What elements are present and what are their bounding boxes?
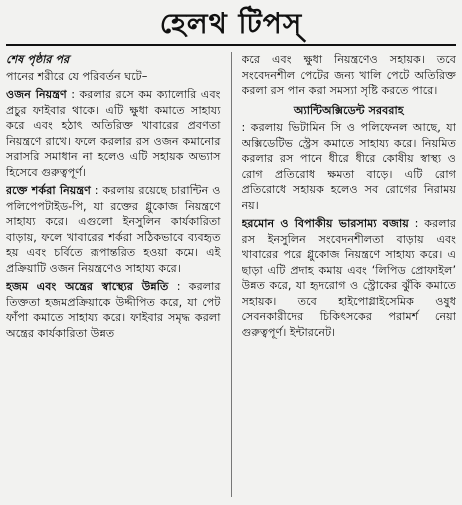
section-text: : করলার রসে কম ক্যালোরি এবং প্রচুর ফাইবার থাকে। এটি ক্ষুধা কমাতে সাহায্য করে এবং হঠাৎ অতিরিক্ত খাবারের প্রবণতা নিয়ন্ত্রণে রাখে। ফলে করলার রস ওজন কমানোর সরাসরি সমাধান না হলেও এটি সহায়ক অভ্যাস হিসেবে গুরুত্বপূর্ণ। (6, 88, 221, 179)
section-hormone-balance (242, 216, 457, 340)
section-heading: হজম এবং অন্ত্রের স্বাস্থ্যের উন্নতি (6, 280, 169, 293)
section-heading: ওজন নিয়ন্ত্রণ (6, 88, 67, 101)
section-heading: অ্যান্টিঅক্সিডেন্ট সরবরাহ (293, 103, 404, 117)
section-digestion (6, 279, 221, 341)
section-digestion-continued: করে এবং ক্ষুধা নিয়ন্ত্রণেও সহায়ক। তবে সংবেদনশীল পেটের জন্য খালি পেটে অতিরিক্ত করলা রস পান করা সমস্যা সৃষ্টি করতে পারে। (241, 53, 456, 97)
section-antioxidant: : করলায় ভিটামিন সি ও পলিফেনল আছে, যা অক্সিডেটিভ স্ট্রেস কমাতে সাহায্য করে। নিয়মিত করলার রস পানে ধীরে ধীরে কোষীয় স্বাস্থ্য ও রোগ প্রতিরোধ ক্ষমতা বাড়ে। এটি রোগ প্রতিরোধে সহায়ক হলেও সব রোগের নিরাময় নয়। (241, 121, 456, 212)
section-weight-control (6, 87, 221, 180)
section-heading: রক্তে শর্করা নিয়ন্ত্রণ (6, 184, 91, 197)
section-blood-sugar (6, 183, 221, 276)
intro-line: পানের শরীরে যে পরিবর্তন ঘটে– (6, 69, 148, 83)
right-column (242, 52, 457, 497)
column-divider (231, 52, 232, 497)
section-heading: হরমোন ও বিপাকীয় ভারসাম্য বজায় (241, 217, 409, 230)
masthead (6, 4, 456, 46)
masthead-title: হেলথ টিপস্ (159, 7, 303, 40)
section-text: : করলায় রয়েছে চারান্টিন ও পলিপেপটাইড-পি, যা রক্তের গ্লুকোজ নিয়ন্ত্রণে সাহায্য করে। এগুলো ইনসুলিন কার্যকারিতা বাড়ায়, ফলে খাবারের শর্করা সঠিকভাবে ব্যবহৃত হয় এবং চর্বিতে রূপান্তরিত হওয়া কমে। এই প্রক্রিয়াটি ওজন নিয়ন্ত্রণেও সাহায্য করে। (6, 184, 221, 275)
section-text: : করলার রস ইনসুলিন সংবেদনশীলতা বাড়ায় এবং খাবারের পরে গ্লুকোজ নিয়ন্ত্রণে সাহায্য করে। এ ছাড়া এটি প্রদাহ কমায় এবং ‘লিপিড প্রোফাইল’ উন্নত করে, যা হৃদরোগ ও স্ট্রোকের ঝুঁকি কমাতে সহায়ক। তবে হাইপোগ্লাইসেমিক ওষুধ সেবনকারীদের চিকিৎসকের পরামর্শ নেয়া গুরুত্বপূর্ণ। ইন্টারনেট। (241, 217, 456, 339)
article-columns (6, 52, 456, 497)
left-column (6, 52, 221, 497)
continuation-note: শেষ পৃষ্ঠার পর (6, 53, 70, 66)
section-text: : করলার তিক্ততা হজমপ্রক্রিয়াকে উদ্দীপিত করে, যা পেট ফাঁপা কমাতে সাহায্য করে। ফাইবার সমৃদ্ধ করলা অন্ত্রের কার্যকারিতা উন্নত (6, 280, 221, 340)
